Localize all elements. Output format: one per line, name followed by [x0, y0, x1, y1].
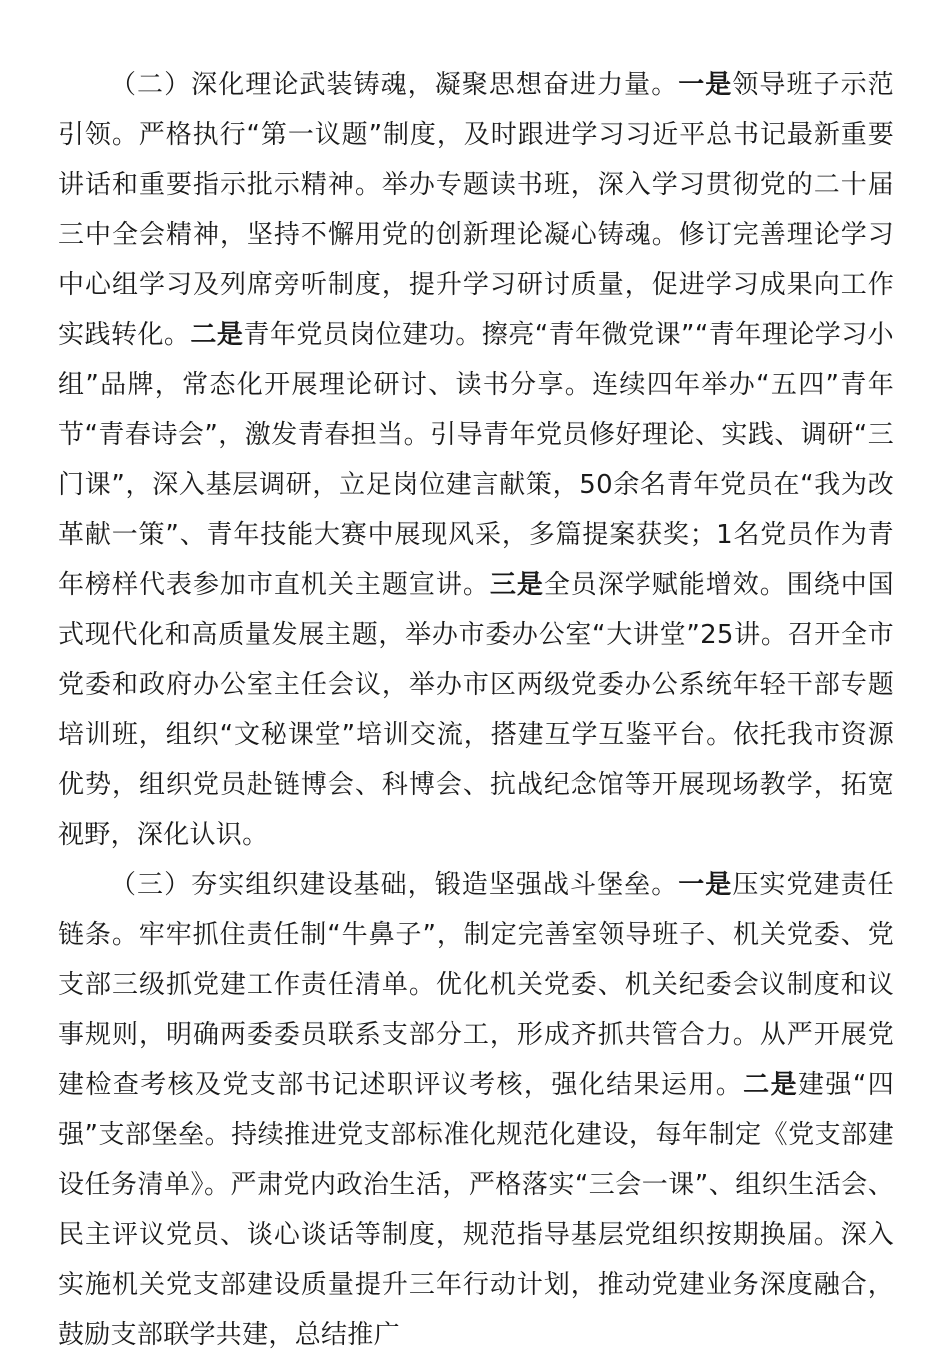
- document-body: [58, 60, 894, 1360]
- point-text-leadership: 领导班子示范引领。严格执行“第一议题”制度，及时跟进学习习近平总书记最新重要讲话和重要指示批示精神。举办专题读书班，深入学习贯彻党的二十届三中全会精神，坚持不懈用党的创新理论凝心铸魂。修订完善理论学习中心组学习及列席旁听制度，提升学习研讨质量，促进学习成果向工作实践转化。: [58, 70, 894, 350]
- paragraph-organization-building: [58, 860, 894, 1360]
- section-heading-three: （三）夯实组织建设基础，锻造坚强战斗堡垒。: [110, 870, 679, 900]
- point-marker-one: 一是: [678, 870, 733, 900]
- paragraph-theory-arming: [58, 60, 894, 860]
- point-text-responsibility: 压实党建责任链条。牢牢抓住责任制“牛鼻子”，制定完善室领导班子、机关党委、党支部三级抓党建工作责任清单。优化机关党委、机关纪委会议制度和议事规则，明确两委委员联系支部分工，形成齐抓共管合力。从严开展党建检查考核及党支部书记述职评议考核，强化结果运用。: [58, 870, 894, 1100]
- section-heading-two: （二）深化理论武装铸魂，凝聚思想奋进力量。: [110, 70, 679, 100]
- point-text-branch-building: 建强“四强”支部堡垒。持续推进党支部标准化规范化建设，每年制定《党支部建设任务清单》。严肃党内政治生活，严格落实“三会一课”、组织生活会、民主评议党员、谈心谈话等制度，规范指导基层党组织按期换届。深入实施机关党支部建设质量提升三年行动计划，推动党建业务深度融合，鼓励支部联学共建，总结推广: [58, 1070, 894, 1350]
- point-text-all-staff: 全员深学赋能增效。围绕中国式现代化和高质量发展主题，举办市委办公室“大讲堂”25讲。召开全市党委和政府办公室主任会议，举办市区两级党委办公系统年轻干部专题培训班，组织“文秘课堂”培训交流，搭建互学互鉴平台。依托我市资源优势，组织党员赴链博会、科博会、抗战纪念馆等开展现场教学，拓宽视野，深化认识。: [58, 570, 894, 850]
- point-text-youth: 青年党员岗位建功。擦亮“青年微党课”“青年理论学习小组”品牌，常态化开展理论研讨、读书分享。连续四年举办“五四”青年节“青春诗会”，激发青春担当。引导青年党员修好理论、实践、调研“三门课”，深入基层调研，立足岗位建言献策，50余名青年党员在“我为改革献一策”、青年技能大赛中展现风采，多篇提案获奖；1名党员作为青年榜样代表参加市直机关主题宣讲。: [58, 320, 894, 600]
- point-marker-two: 二是: [743, 1070, 798, 1100]
- point-marker-one: 一是: [678, 70, 733, 100]
- point-marker-two: 二是: [190, 320, 244, 350]
- point-marker-three: 三是: [489, 570, 544, 600]
